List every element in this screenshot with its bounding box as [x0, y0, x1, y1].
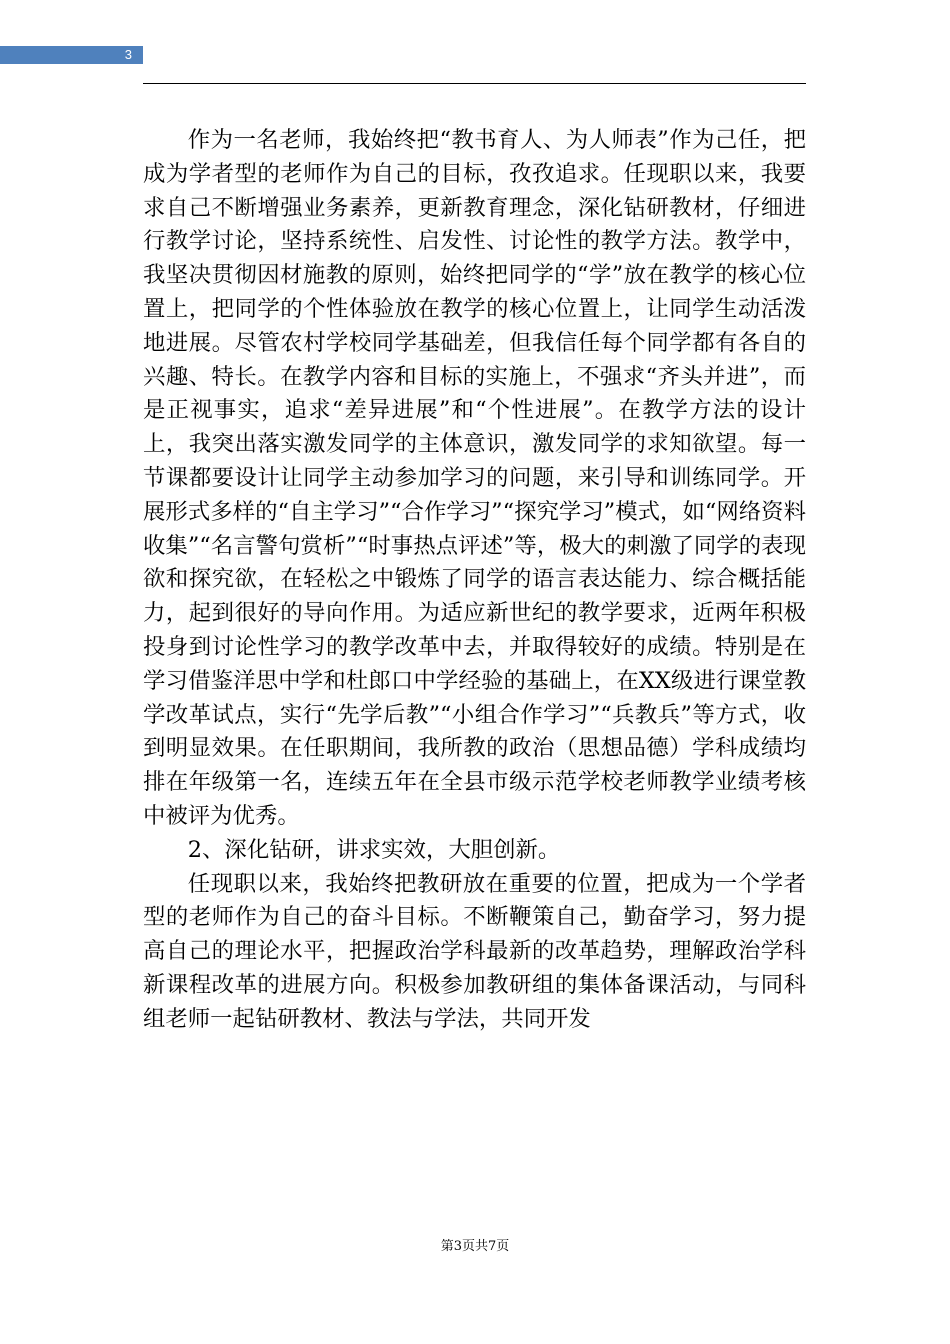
section-heading: 2、深化钻研，讲求实效，大胆创新。 [187, 836, 561, 863]
document-body [143, 124, 806, 1037]
paragraph: 作为一名老师，我始终把“教书育人、为人师表”作为己任，把成为学者型的老师作为自己的目标，孜孜追求。任现职以来，我要求自己不断增强业务素养，更新教育理念，深化钻研教材，仔细进行教学讨论，坚持系统性、启发性、讨论性的教学方法。教学中，我坚决贯彻因材施教的原则，始终把同学的“学”放在教学的核心位置上，把同学的个性体验放在教学的核心位置上，让同学生动活泼地进展。尽管农村学校同学基础差，但我信任每个同学都有各自的兴趣、特长。在教学内容和目标的实施上，不强求“齐头并进”，而是正视事实，追求“差异进展”和“个性进展”。在教学方法的设计上，我突出落实激发同学的主体意识，激发同学的求知欲望。每一节课都要设计让同学主动参加学习的问题，来引导和训练同学。开展形式多样的“自主学习”“合作学习”“探究学习”模式，如“网络资料收集”“名言警句赏析”“时事热点评述”等，极大的刺激了同学的表现欲和探究欲，在轻松之中锻炼了同学的语言表达能力、综合概括能力，起到很好的导向作用。为适应新世纪的教学要求，近两年积极投身到讨论性学习的教学改革中去，并取得较好的成绩。特别是在学习借鉴洋思中学和杜郎口中学经验的基础上，在XX级进行课堂教学改革试点，实行“先学后教”“小组合作学习”“兵教兵”等方式，收到明显效果。在任职期间，我所教的政治（思想品德）学科成绩均排在年级第一名，连续五年在全县市级示范学校老师教学业绩考核中被评为优秀。 [143, 127, 806, 829]
page-number: 3 [124, 47, 132, 62]
paragraph: 任现职以来，我始终把教研放在重要的位置，把成为一个学者型的老师作为自己的奋斗目标。不断鞭策自己，勤奋学习，努力提高自己的理论水平，把握政治学科最新的改革趋势，理解政治学科新课程改革的进展方向。积极参加教研组的集体备课活动，与同科组老师一起钻研教材、教法与学法，共同开发 [143, 870, 806, 1032]
page-number-tab [0, 46, 143, 64]
header-divider [143, 83, 806, 84]
page-footer: 第3页共7页 [440, 1239, 510, 1254]
